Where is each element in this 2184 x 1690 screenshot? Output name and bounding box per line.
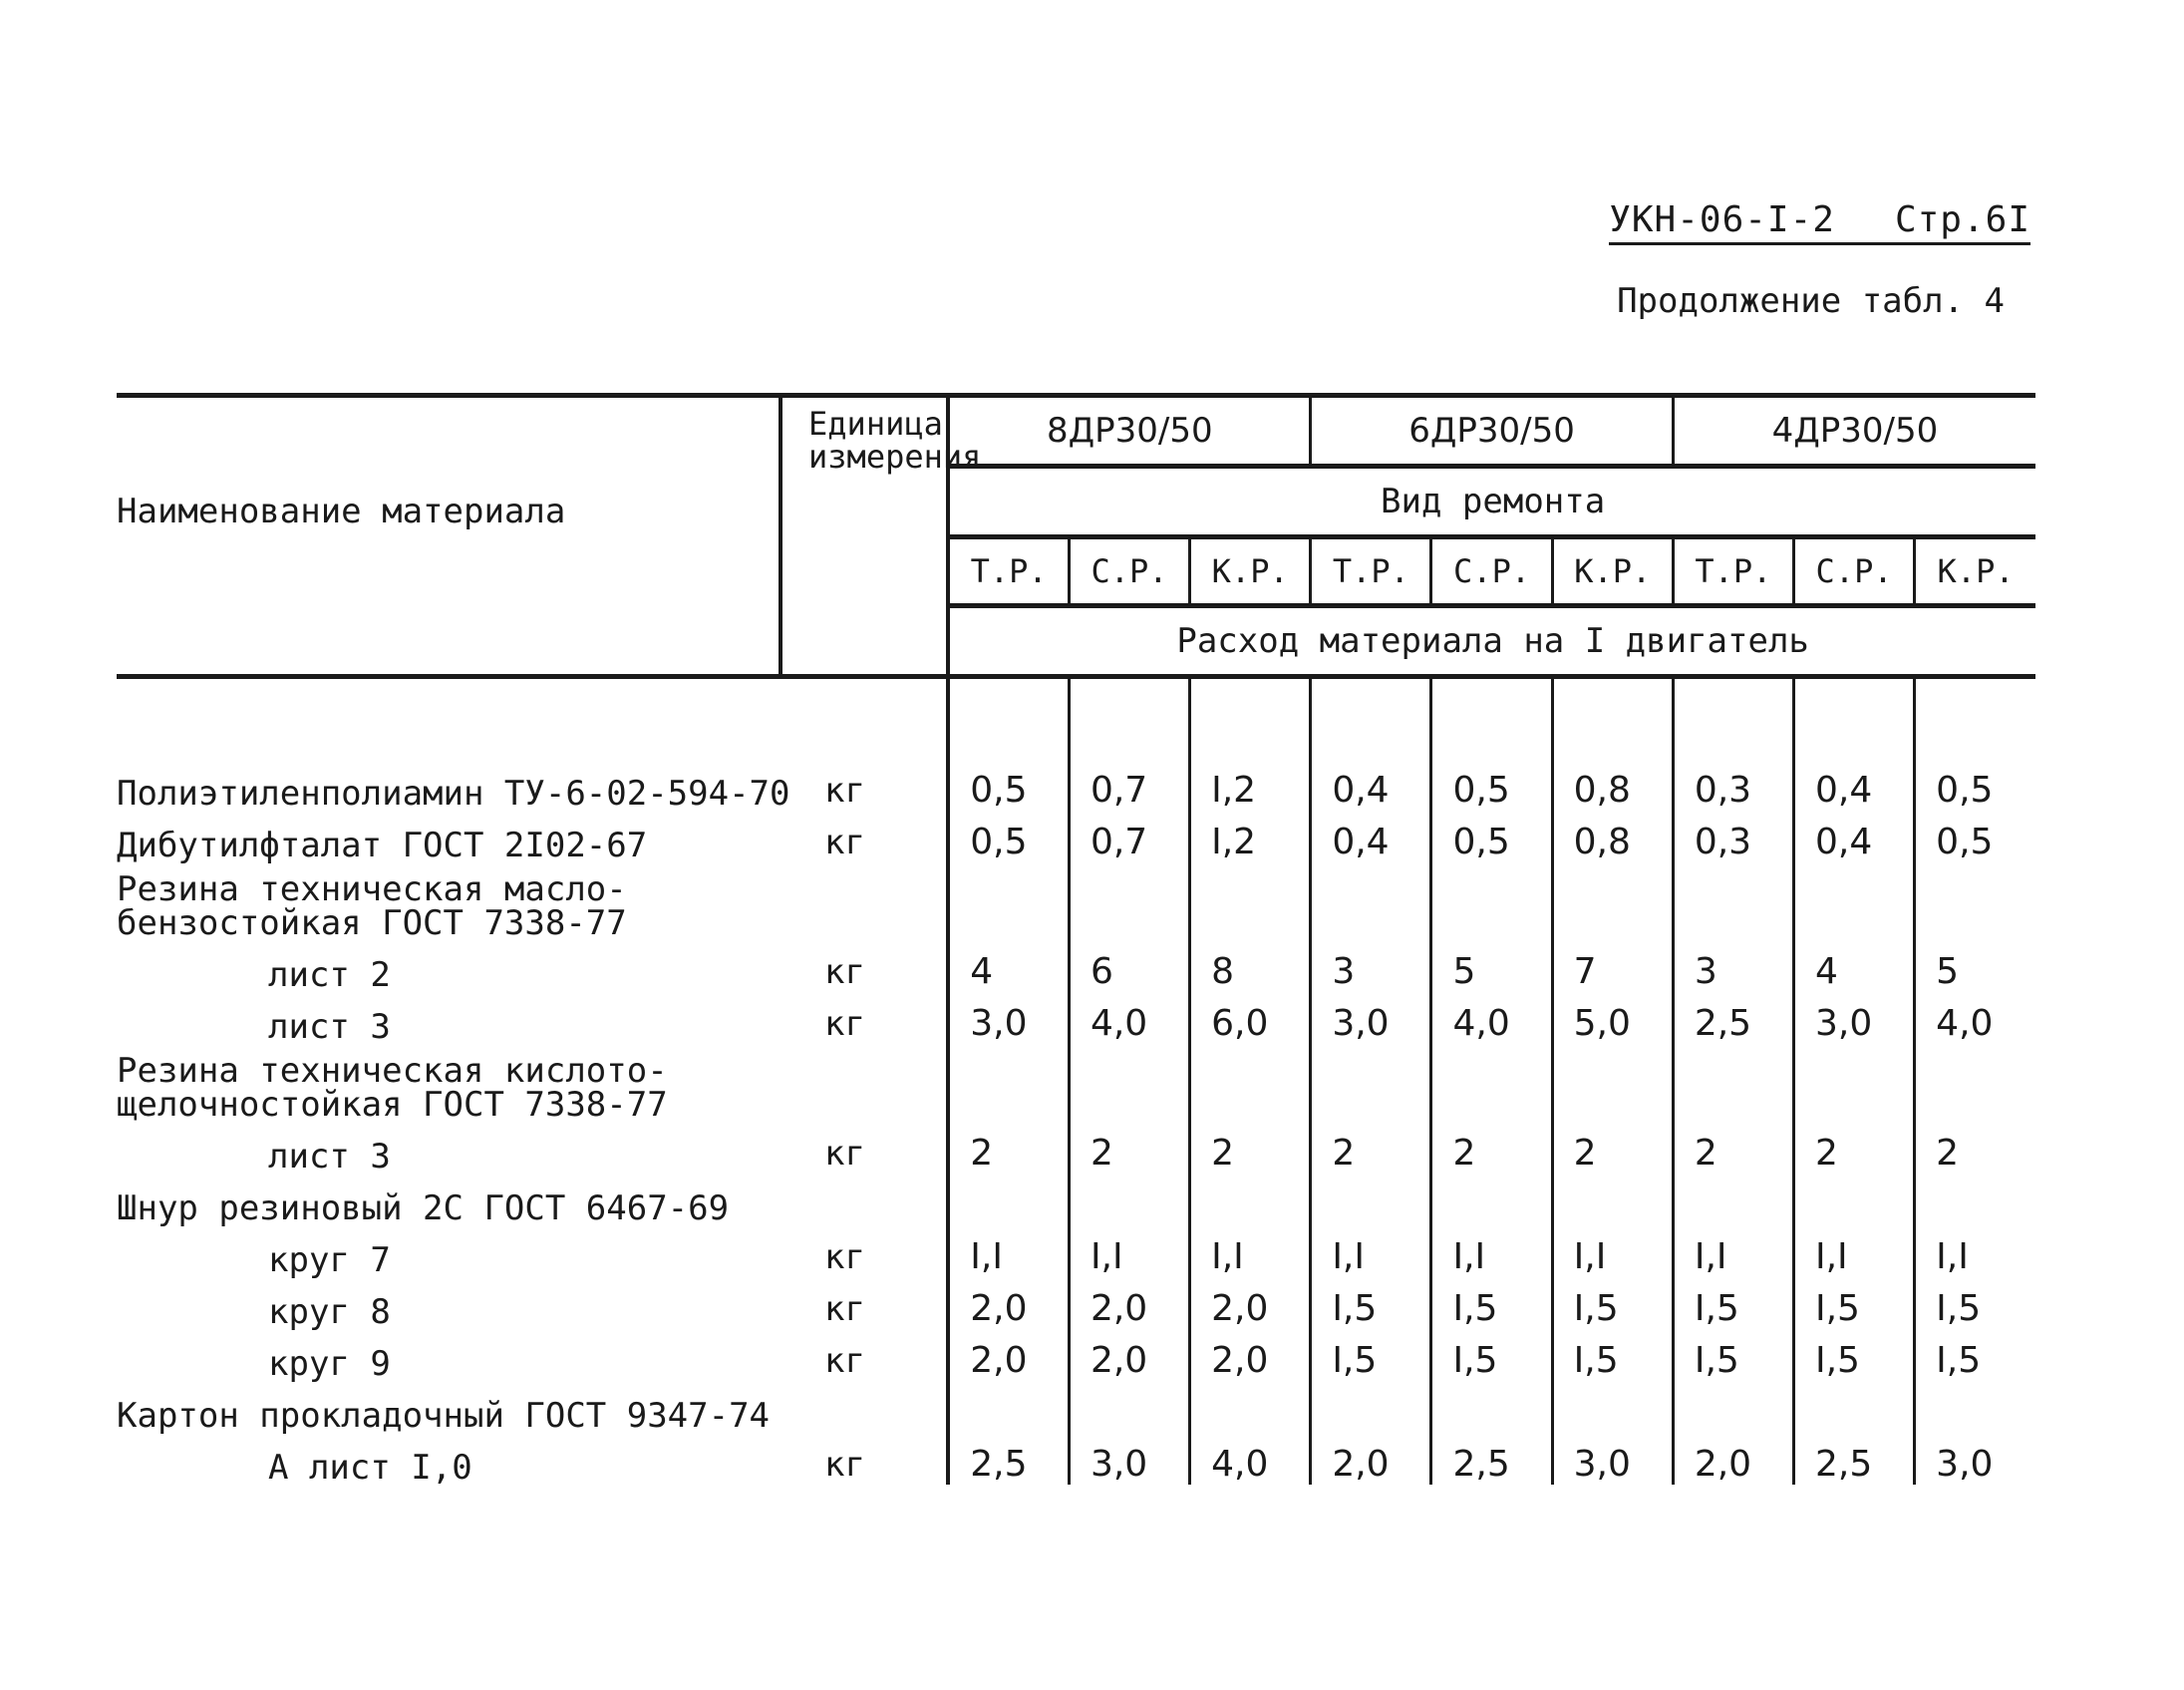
material-name: круг 9	[268, 1344, 391, 1384]
unit-cell: кг	[780, 940, 948, 992]
value-cell: I,5	[1552, 1329, 1673, 1381]
material-name: Шнур резиновый 2С ГОСТ 6467-69	[117, 1188, 730, 1228]
value-cell: 2	[1673, 1122, 1793, 1174]
material-name: Дибутилфталат ГОСТ 2I02-67	[117, 826, 648, 865]
value-cell: 4,0	[1936, 1003, 1994, 1044]
value-cell	[1915, 1044, 2035, 1122]
value-cell: I,5	[1311, 1277, 1431, 1329]
material-name: круг 7	[268, 1240, 391, 1280]
value-cell: 0,5	[1431, 759, 1552, 811]
value-cell	[1673, 1381, 1793, 1433]
value-cell	[948, 1044, 1069, 1122]
value-cell	[1552, 1044, 1673, 1122]
material-name: Картон прокладочный ГОСТ 9347-74	[117, 1396, 771, 1436]
model-header-1: 8ДР30/50	[948, 396, 1311, 467]
value-cell: 2	[1431, 1122, 1552, 1174]
table-row	[117, 992, 2035, 1044]
value-cell: I,I	[1311, 1225, 1431, 1277]
unit-cell: кг	[780, 1277, 948, 1329]
value-cell: I,5	[1552, 1277, 1673, 1329]
column-header-material-name: Наименование материала	[117, 396, 780, 677]
value-cell: 0,4	[1794, 759, 1915, 811]
repair-type-cell: К.Р.	[1915, 537, 2035, 606]
unit-cell: кг	[780, 811, 948, 862]
value-cell: 4	[1794, 940, 1915, 992]
repair-type-header: Вид ремонта	[948, 467, 2035, 537]
value-cell	[1552, 1381, 1673, 1433]
unit-cell	[780, 1044, 948, 1122]
material-name: Резина техническая масло-бензостойкая ГОСТ 7338-77	[117, 869, 627, 943]
value-cell	[948, 1381, 1069, 1433]
value-cell	[1069, 862, 1189, 940]
value-cell	[1431, 1381, 1552, 1433]
unit-cell	[780, 1174, 948, 1225]
value-cell	[1190, 1044, 1311, 1122]
value-cell	[1915, 1174, 2035, 1225]
value-cell: 2,0	[1190, 1277, 1311, 1329]
value-cell: 3,0	[1311, 992, 1431, 1044]
value-cell: 0,7	[1069, 811, 1189, 862]
table-row	[117, 1277, 2035, 1329]
value-cell	[1915, 862, 2035, 940]
value-cell: 3,0	[1069, 1433, 1189, 1485]
value-cell: 0,5	[948, 759, 1069, 811]
repair-type-cell: С.Р.	[1431, 537, 1552, 606]
value-cell	[948, 862, 1069, 940]
value-cell: 2	[1311, 1122, 1431, 1174]
value-cell: I,I	[1673, 1225, 1793, 1277]
value-cell: 5	[1936, 951, 1960, 992]
value-cell: 8	[1190, 940, 1311, 992]
material-name: Полиэтиленполиамин ТУ-6-02-594-70	[117, 774, 790, 814]
repair-type-cell: Т.Р.	[948, 537, 1069, 606]
value-cell: 0,5	[1431, 811, 1552, 862]
value-cell: I,5	[1431, 1329, 1552, 1381]
unit-cell: кг	[780, 1433, 948, 1485]
value-cell: 5	[1431, 940, 1552, 992]
value-cell	[1311, 1044, 1431, 1122]
value-cell: 2,0	[948, 1277, 1069, 1329]
value-cell: 6	[1069, 940, 1189, 992]
value-cell: 7	[1552, 940, 1673, 992]
value-cell	[1673, 1174, 1793, 1225]
value-cell: 4	[948, 940, 1069, 992]
value-cell: I,5	[1311, 1329, 1431, 1381]
value-cell	[1431, 1174, 1552, 1225]
value-cell	[948, 1174, 1069, 1225]
material-name: А лист I,0	[268, 1448, 472, 1488]
unit-cell: кг	[780, 1329, 948, 1381]
value-cell: I,I	[1794, 1225, 1915, 1277]
value-cell: 4,0	[1190, 1433, 1311, 1485]
page-number: Стр.6I	[1894, 199, 2030, 240]
value-cell	[1069, 1044, 1189, 1122]
value-cell: 2,0	[1190, 1329, 1311, 1381]
unit-cell: кг	[780, 1122, 948, 1174]
material-name: Резина техническая кислото-щелочностойкая ГОСТ 7338-77	[117, 1051, 668, 1125]
value-cell: 0,8	[1552, 811, 1673, 862]
unit-cell: кг	[780, 1225, 948, 1277]
repair-type-cell: Т.Р.	[1673, 537, 1793, 606]
table-row	[117, 940, 2035, 992]
value-cell: 0,5	[1936, 822, 1994, 862]
value-cell: 2,0	[1311, 1433, 1431, 1485]
value-cell: 2	[1190, 1122, 1311, 1174]
value-cell	[1673, 1044, 1793, 1122]
value-cell	[1311, 862, 1431, 940]
materials-table	[117, 393, 2035, 1488]
model-header-2: 6ДР30/50	[1311, 396, 1674, 467]
table-row	[117, 1433, 2035, 1485]
table-continuation-label: Продолжение табл. 4	[1617, 281, 2005, 321]
value-cell: 2	[1794, 1122, 1915, 1174]
table-row	[117, 862, 2035, 940]
value-cell: I,5	[1936, 1288, 1982, 1329]
value-cell: I,5	[1673, 1277, 1793, 1329]
column-header-unit: Единица измерения	[780, 396, 948, 677]
unit-cell	[780, 862, 948, 940]
value-cell	[1311, 1381, 1431, 1433]
value-cell	[1794, 1381, 1915, 1433]
value-cell: I,I	[1936, 1236, 1969, 1277]
value-cell: I,5	[1431, 1277, 1552, 1329]
value-cell: I,5	[1673, 1329, 1793, 1381]
material-name: круг 8	[268, 1292, 391, 1332]
value-cell: 2,5	[1673, 992, 1793, 1044]
material-name: лист 3	[268, 1137, 391, 1177]
value-cell: 3	[1311, 940, 1431, 992]
value-cell: I,5	[1794, 1329, 1915, 1381]
value-cell: 2,5	[1794, 1433, 1915, 1485]
value-cell	[1190, 1174, 1311, 1225]
model-header-3: 4ДР30/50	[1673, 396, 2035, 467]
value-cell: 3,0	[948, 992, 1069, 1044]
value-cell: 2	[1552, 1122, 1673, 1174]
value-cell: 3	[1673, 940, 1793, 992]
value-cell	[1190, 862, 1311, 940]
value-cell: 0,4	[1794, 811, 1915, 862]
value-cell: 0,3	[1673, 811, 1793, 862]
table-row	[117, 1225, 2035, 1277]
value-cell: 2	[1069, 1122, 1189, 1174]
value-cell: I,2	[1190, 811, 1311, 862]
value-cell	[1794, 1174, 1915, 1225]
value-cell	[1794, 1044, 1915, 1122]
value-cell: I,5	[1794, 1277, 1915, 1329]
value-cell	[1673, 862, 1793, 940]
material-name: лист 2	[268, 955, 391, 995]
value-cell	[1552, 862, 1673, 940]
value-cell: 2,0	[948, 1329, 1069, 1381]
value-cell: 2	[1936, 1133, 1960, 1174]
value-cell: 2,0	[1673, 1433, 1793, 1485]
value-cell: 0,4	[1311, 759, 1431, 811]
material-name: лист 3	[268, 1007, 391, 1047]
value-cell	[1794, 862, 1915, 940]
value-cell	[1311, 1174, 1431, 1225]
table-row	[117, 759, 2035, 811]
value-cell	[1431, 862, 1552, 940]
value-cell	[1190, 1381, 1311, 1433]
value-cell	[1069, 1381, 1189, 1433]
value-cell	[1552, 1174, 1673, 1225]
value-cell: 3,0	[1794, 992, 1915, 1044]
doc-number: УКН-06-I-2	[1609, 199, 1835, 240]
table-row	[117, 1174, 2035, 1225]
value-cell: 3,0	[1936, 1444, 1994, 1485]
value-cell: I,I	[1552, 1225, 1673, 1277]
spacer-cell	[117, 677, 780, 760]
value-cell: I,2	[1190, 759, 1311, 811]
table-row	[117, 1044, 2035, 1122]
value-cell: 2,5	[948, 1433, 1069, 1485]
value-cell: I,I	[1431, 1225, 1552, 1277]
consumption-header: Расход материала на I двигатель	[948, 606, 2035, 677]
table-row	[117, 1329, 2035, 1381]
unit-cell	[780, 1381, 948, 1433]
value-cell	[1431, 1044, 1552, 1122]
value-cell: 2,5	[1431, 1433, 1552, 1485]
value-cell: I,I	[1069, 1225, 1189, 1277]
unit-cell: кг	[780, 759, 948, 811]
table-row	[117, 1122, 2035, 1174]
document-code	[1609, 199, 2030, 245]
table-row	[117, 811, 2035, 862]
value-cell: 2,0	[1069, 1329, 1189, 1381]
repair-type-cell: К.Р.	[1552, 537, 1673, 606]
repair-type-cell: К.Р.	[1190, 537, 1311, 606]
value-cell: 4,0	[1069, 992, 1189, 1044]
value-cell	[1915, 1381, 2035, 1433]
table-row	[117, 1381, 2035, 1433]
unit-cell: кг	[780, 992, 948, 1044]
value-cell: 2,0	[1069, 1277, 1189, 1329]
value-cell: 0,5	[1936, 770, 1994, 811]
repair-type-cell: Т.Р.	[1311, 537, 1431, 606]
repair-type-cell: С.Р.	[1794, 537, 1915, 606]
value-cell: 0,4	[1311, 811, 1431, 862]
value-cell: 6,0	[1190, 992, 1311, 1044]
value-cell: 2	[948, 1122, 1069, 1174]
value-cell: 0,8	[1552, 759, 1673, 811]
value-cell: 0,5	[948, 811, 1069, 862]
value-cell: 0,7	[1069, 759, 1189, 811]
value-cell: I,5	[1936, 1340, 1982, 1381]
value-cell: 4,0	[1431, 992, 1552, 1044]
value-cell: 0,3	[1673, 759, 1793, 811]
value-cell: I,I	[1190, 1225, 1311, 1277]
value-cell: I,I	[948, 1225, 1069, 1277]
value-cell	[1069, 1174, 1189, 1225]
value-cell: 3,0	[1552, 1433, 1673, 1485]
repair-type-cell: С.Р.	[1069, 537, 1189, 606]
spacer-cell	[780, 677, 948, 760]
value-cell: 5,0	[1552, 992, 1673, 1044]
